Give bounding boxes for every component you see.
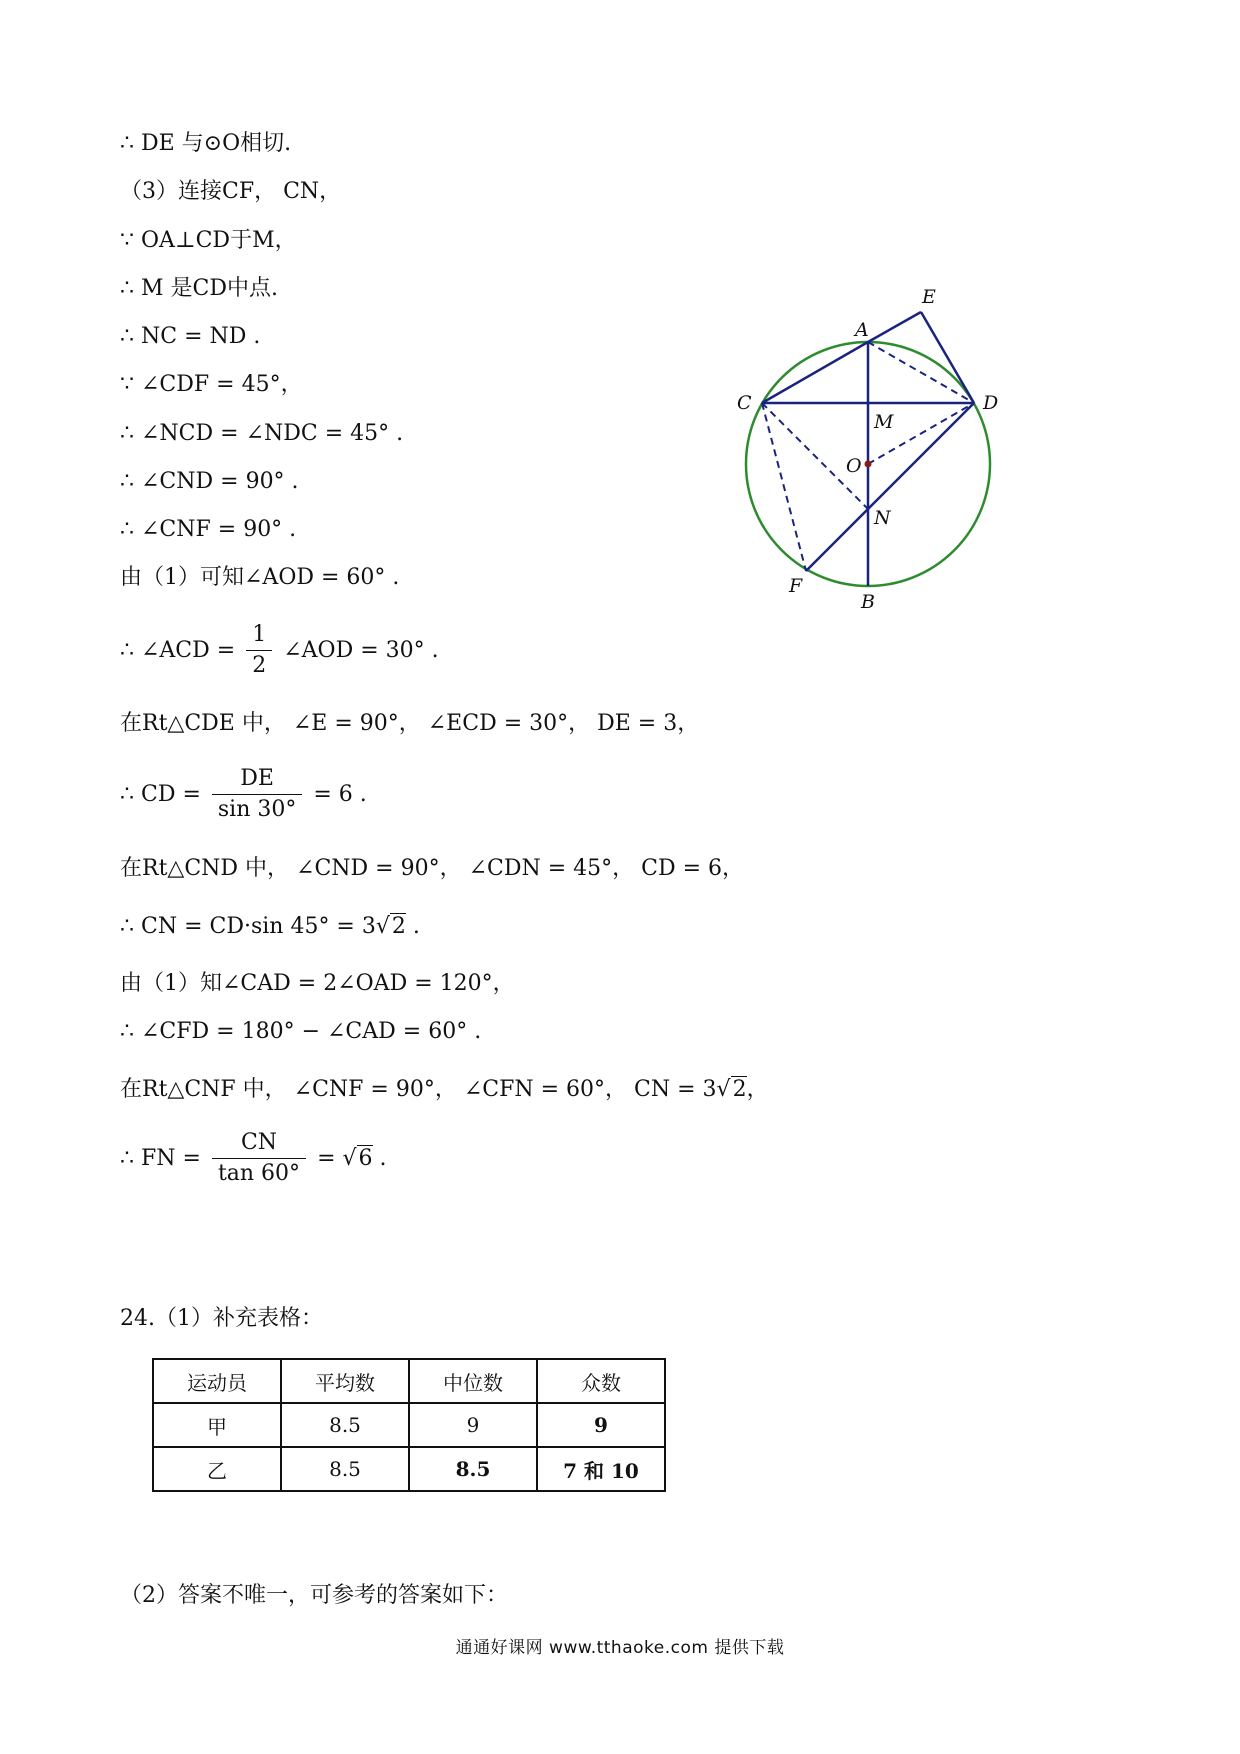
text-line-17: ∴ ∠CFD = 180° − ∠CAD = 60° . (120, 1019, 482, 1044)
fraction-denominator: tan 60° (217, 1161, 301, 1186)
label-f: F (789, 575, 803, 597)
label-e: E (922, 286, 936, 308)
fraction-line-acd (120, 620, 439, 681)
text-line-16: 由（1）知∠CAD = 2∠OAD = 120°， (120, 971, 515, 996)
text-line-3: ∵ OA⊥CD于M， (120, 228, 297, 253)
stats-table (152, 1358, 666, 1492)
label-o: O (846, 455, 862, 477)
table-header-cell: 运动员 (153, 1359, 281, 1403)
fraction-numerator: 1 (246, 620, 272, 651)
table-row (153, 1447, 665, 1491)
segment-ae (868, 312, 921, 342)
label-m: M (874, 411, 894, 433)
dashed-cf (762, 403, 806, 571)
center-dot (865, 461, 872, 468)
text-line-4: ∴ M 是CD中点. (120, 276, 278, 301)
table-cell: 7 和 10 (537, 1447, 665, 1491)
text-line-6: ∵ ∠CDF = 45°， (120, 372, 303, 397)
text-line-cn (120, 913, 420, 941)
fraction-denominator: 2 (252, 653, 267, 678)
end-dot: . (412, 914, 420, 939)
fraction-suffix: = 6 . (313, 782, 367, 807)
label-c: C (737, 392, 752, 414)
fraction-prefix: ∴ ∠ACD = (120, 638, 236, 663)
table-header-row (153, 1359, 665, 1403)
table-header-cell: 众数 (537, 1359, 665, 1403)
fraction-numerator: CN (212, 1128, 306, 1159)
text-line-7: ∴ ∠NCD = ∠NDC = 45° . (120, 421, 404, 446)
sqrt-radicand: 2 (391, 914, 406, 939)
fraction-line-cd (120, 764, 367, 825)
label-b: B (861, 591, 875, 613)
text-line-2: （3）连接CF， CN， (120, 179, 342, 204)
text-line-14: 在Rt△CND 中， ∠CND = 90°， ∠CDN = 45°， CD = 6， (120, 856, 745, 881)
fraction (212, 1128, 306, 1189)
fraction (246, 620, 272, 681)
fraction-suffix: ∠AOD = 30° . (283, 638, 439, 663)
table-cell: 乙 (153, 1447, 281, 1491)
text-line-5: ∴ NC = ND . (120, 324, 261, 349)
text-line-9: ∴ ∠CNF = 90° . (120, 517, 297, 542)
fraction-line-fn (120, 1128, 387, 1189)
dashed-ad (868, 342, 974, 403)
table-cell: 8.5 (409, 1447, 537, 1491)
table-cell: 甲 (153, 1403, 281, 1447)
cn-prefix: ∴ CN = CD·sin 45° = 3 (120, 914, 376, 939)
table-cell: 9 (409, 1403, 537, 1447)
fraction-denominator: sin 30° (217, 797, 297, 822)
text-line-20: 24.（1）补充表格： (120, 1306, 323, 1331)
page-footer: 通通好课网 www.tthaoke.com 提供下载 (455, 1638, 785, 1658)
geometry-figure (730, 282, 1010, 622)
table-header-cell: 中位数 (409, 1359, 537, 1403)
fraction-suffix: = (317, 1146, 336, 1171)
text-line-10: 由（1）可知∠AOD = 60° . (120, 565, 400, 590)
end-dot: . (379, 1146, 387, 1171)
text-line-18 (120, 1076, 769, 1104)
table-cell: 9 (537, 1403, 665, 1447)
sqrt-sign: √ (342, 1146, 357, 1171)
label-d: D (983, 392, 999, 414)
sqrt-sign: √ (716, 1077, 731, 1102)
line18-text: 在Rt△CNF 中， ∠CNF = 90°， ∠CFN = 60°， CN = 3 (120, 1077, 717, 1102)
sqrt-radicand: 2 (732, 1077, 747, 1102)
text-line-1: ∴ DE 与⊙O相切. (120, 131, 292, 156)
label-n: N (874, 507, 891, 529)
segment-ca (762, 342, 868, 403)
text-line-12: 在Rt△CDE 中， ∠E = 90°， ∠ECD = 30°， DE = 3， (120, 711, 700, 736)
label-a: A (855, 319, 869, 341)
fraction-prefix: ∴ CD = (120, 782, 201, 807)
table-cell: 8.5 (281, 1447, 409, 1491)
fraction-numerator: DE (212, 764, 302, 795)
fraction (212, 764, 302, 825)
table-row (153, 1403, 665, 1447)
sqrt-sign: √ (375, 914, 390, 939)
text-line-8: ∴ ∠CND = 90° . (120, 469, 299, 494)
fraction-prefix: ∴ FN = (120, 1146, 201, 1171)
sqrt-radicand: 6 (358, 1146, 373, 1171)
text-line-21: （2）答案不唯一，可参考的答案如下： (120, 1583, 508, 1608)
line18-end: ， (746, 1077, 769, 1102)
table-header-cell: 平均数 (281, 1359, 409, 1403)
table-cell: 8.5 (281, 1403, 409, 1447)
